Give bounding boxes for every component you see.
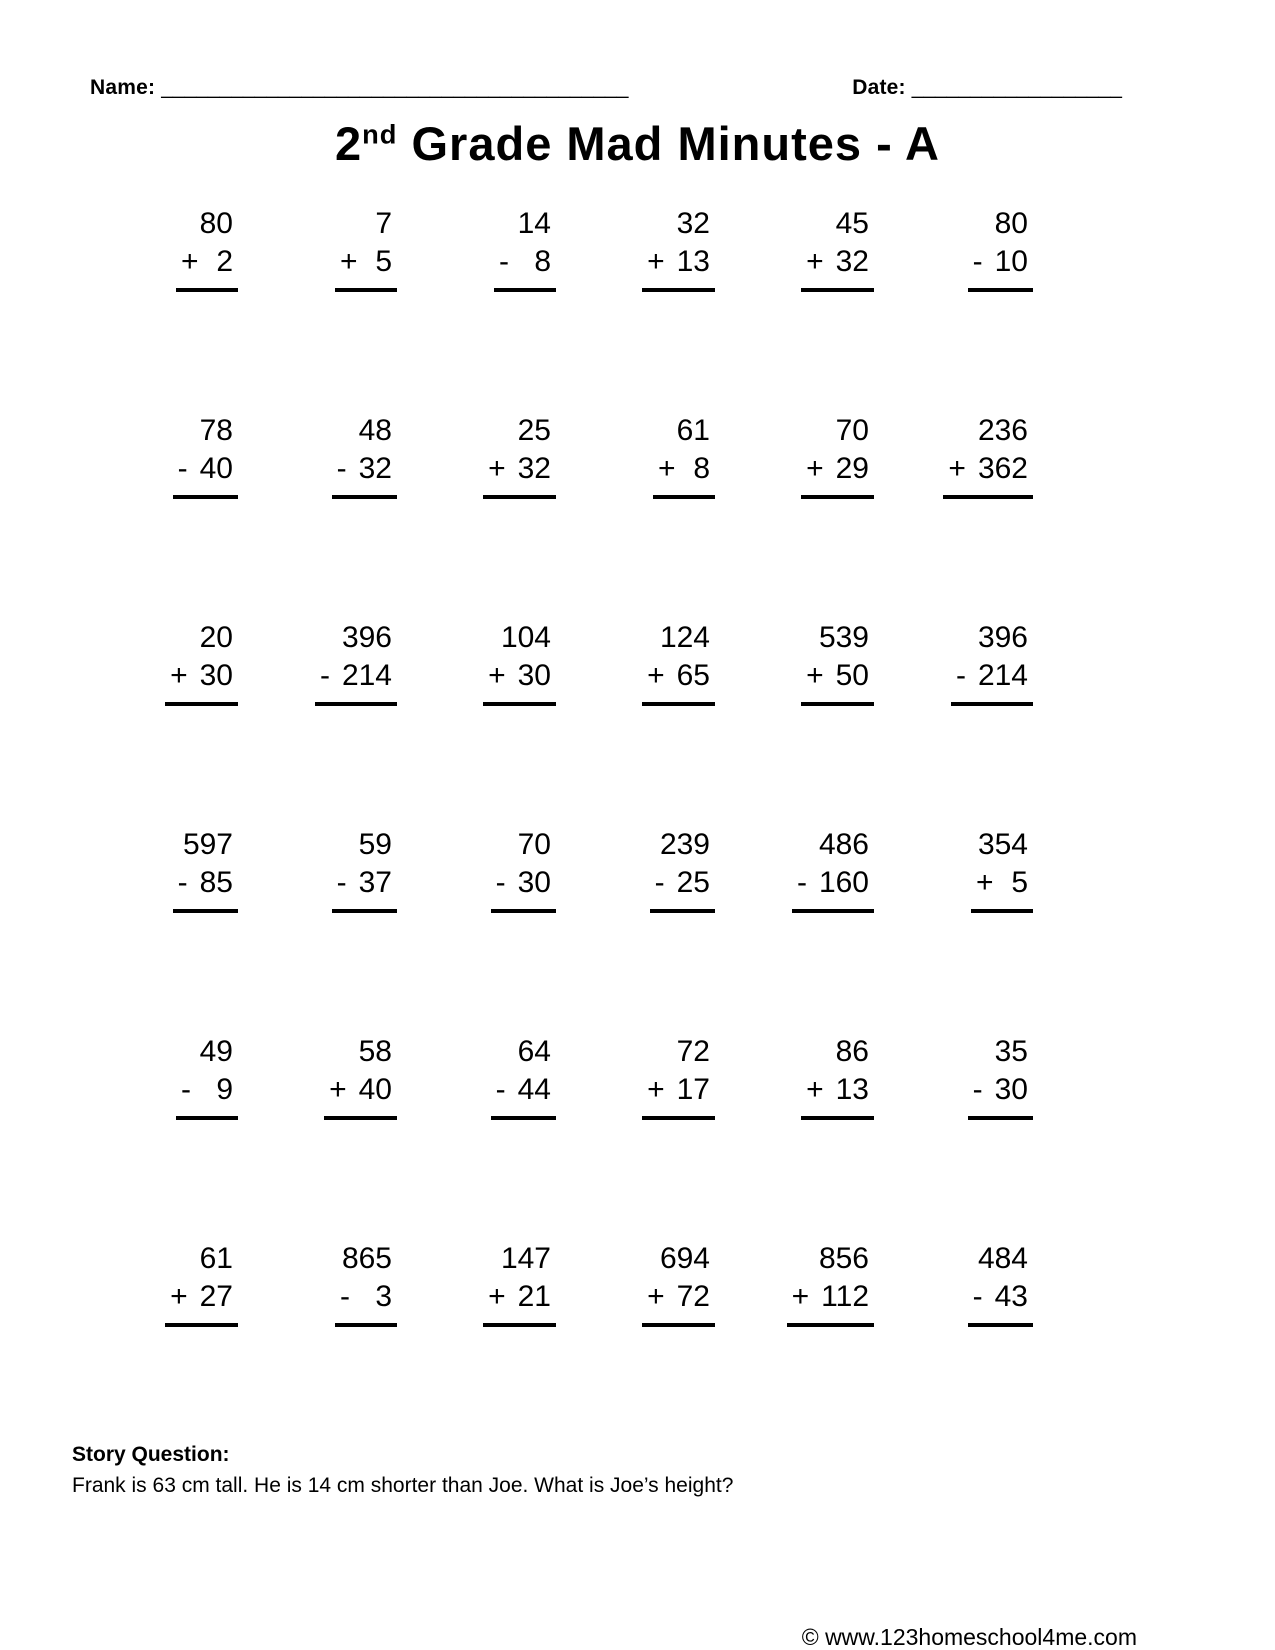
bottom-row bbox=[173, 864, 238, 913]
top-operand: 239 bbox=[659, 828, 710, 861]
header-row bbox=[90, 76, 1122, 100]
operator: - bbox=[336, 452, 347, 485]
operator: - bbox=[955, 659, 966, 692]
bottom-operand: 32 bbox=[835, 245, 869, 278]
operator: - bbox=[336, 866, 347, 899]
math-problem bbox=[795, 826, 871, 913]
math-problem bbox=[946, 412, 1030, 499]
bottom-row bbox=[173, 450, 238, 499]
bottom-row bbox=[801, 243, 874, 292]
bottom-row bbox=[642, 243, 715, 292]
top-operand: 78 bbox=[199, 414, 233, 447]
bottom-row bbox=[971, 864, 1033, 913]
story-question bbox=[72, 1439, 1275, 1501]
operator: - bbox=[177, 452, 188, 485]
operator: - bbox=[654, 866, 665, 899]
bottom-row bbox=[483, 450, 556, 499]
operator: + bbox=[658, 452, 676, 485]
operator: - bbox=[319, 659, 330, 692]
bottom-row bbox=[801, 1071, 874, 1120]
bottom-row bbox=[165, 657, 238, 706]
math-problem bbox=[645, 619, 712, 706]
top-operand: 32 bbox=[676, 207, 710, 240]
operator: + bbox=[647, 1073, 665, 1106]
bottom-row bbox=[642, 657, 715, 706]
story-question-label: Story Question: bbox=[72, 1443, 230, 1466]
top-operand: 61 bbox=[199, 1242, 233, 1275]
top-operand: 58 bbox=[358, 1035, 392, 1068]
bottom-row bbox=[951, 657, 1033, 706]
top-operand: 70 bbox=[835, 414, 869, 447]
bottom-operand: 214 bbox=[977, 659, 1028, 692]
bottom-operand: 32 bbox=[517, 452, 551, 485]
name-field bbox=[90, 76, 628, 100]
top-operand: 80 bbox=[994, 207, 1028, 240]
math-problem bbox=[653, 826, 712, 913]
top-operand: 147 bbox=[500, 1242, 551, 1275]
top-operand: 7 bbox=[375, 207, 392, 240]
math-problem bbox=[335, 826, 394, 913]
math-problem bbox=[486, 619, 553, 706]
bottom-operand: 8 bbox=[534, 245, 551, 278]
top-operand: 49 bbox=[199, 1035, 233, 1068]
bottom-operand: 29 bbox=[835, 452, 869, 485]
math-problem bbox=[804, 619, 871, 706]
bottom-row bbox=[968, 243, 1033, 292]
date-blank-line: __________________ bbox=[911, 76, 1122, 99]
operator: + bbox=[806, 1073, 824, 1106]
top-operand: 25 bbox=[517, 414, 551, 447]
operator: + bbox=[340, 245, 358, 278]
math-problem bbox=[179, 205, 235, 292]
math-problem bbox=[494, 826, 553, 913]
math-problem bbox=[656, 412, 712, 499]
bottom-operand: 9 bbox=[216, 1073, 233, 1106]
bottom-operand: 21 bbox=[517, 1280, 551, 1313]
top-operand: 80 bbox=[199, 207, 233, 240]
top-operand: 61 bbox=[676, 414, 710, 447]
operator: + bbox=[791, 1280, 810, 1313]
bottom-row bbox=[491, 864, 556, 913]
operator: - bbox=[499, 245, 509, 278]
bottom-operand: 13 bbox=[835, 1073, 869, 1106]
math-problem bbox=[494, 1033, 553, 1120]
bottom-row bbox=[335, 1278, 397, 1327]
math-problem bbox=[486, 412, 553, 499]
bottom-operand: 85 bbox=[199, 866, 233, 899]
top-operand: 48 bbox=[358, 414, 392, 447]
bottom-operand: 30 bbox=[517, 659, 551, 692]
math-problem bbox=[176, 412, 235, 499]
math-problem bbox=[338, 205, 394, 292]
bottom-operand: 160 bbox=[818, 866, 869, 899]
top-operand: 486 bbox=[818, 828, 869, 861]
operator: + bbox=[806, 452, 824, 485]
bottom-operand: 65 bbox=[676, 659, 710, 692]
bottom-row bbox=[943, 450, 1033, 499]
bottom-row bbox=[324, 1071, 397, 1120]
math-problem bbox=[974, 826, 1030, 913]
top-operand: 539 bbox=[818, 621, 869, 654]
operator: + bbox=[488, 452, 506, 485]
bottom-row bbox=[787, 1278, 874, 1327]
math-problem bbox=[179, 1033, 235, 1120]
math-problem bbox=[645, 1240, 712, 1327]
top-operand: 86 bbox=[835, 1035, 869, 1068]
bottom-operand: 5 bbox=[1011, 866, 1028, 899]
top-operand: 856 bbox=[818, 1242, 869, 1275]
math-problem bbox=[168, 619, 235, 706]
top-operand: 104 bbox=[500, 621, 551, 654]
bottom-operand: 13 bbox=[676, 245, 710, 278]
math-problem bbox=[954, 619, 1030, 706]
operator: - bbox=[177, 866, 188, 899]
bottom-row bbox=[165, 1278, 238, 1327]
bottom-operand: 362 bbox=[977, 452, 1028, 485]
bottom-row bbox=[792, 864, 874, 913]
math-problem bbox=[176, 826, 235, 913]
operator: + bbox=[647, 1280, 665, 1313]
bottom-row bbox=[650, 864, 715, 913]
bottom-operand: 25 bbox=[676, 866, 710, 899]
operator: - bbox=[340, 1280, 350, 1313]
math-problem bbox=[971, 1240, 1030, 1327]
bottom-row bbox=[176, 1071, 238, 1120]
math-problem bbox=[804, 1033, 871, 1120]
math-problem bbox=[168, 1240, 235, 1327]
bottom-operand: 50 bbox=[835, 659, 869, 692]
math-problem bbox=[804, 412, 871, 499]
operator: + bbox=[329, 1073, 347, 1106]
operator: - bbox=[972, 245, 983, 278]
bottom-row bbox=[653, 450, 715, 499]
math-problem bbox=[645, 205, 712, 292]
operator: + bbox=[488, 1280, 506, 1313]
bottom-row bbox=[483, 1278, 556, 1327]
bottom-operand: 5 bbox=[375, 245, 392, 278]
bottom-row bbox=[968, 1278, 1033, 1327]
bottom-row bbox=[801, 657, 874, 706]
bottom-row bbox=[494, 243, 556, 292]
bottom-operand: 8 bbox=[693, 452, 710, 485]
title-rest: Grade Mad Minutes - A bbox=[397, 117, 940, 170]
bottom-operand: 30 bbox=[199, 659, 233, 692]
operator: + bbox=[488, 659, 506, 692]
top-operand: 35 bbox=[994, 1035, 1028, 1068]
math-problem bbox=[318, 619, 394, 706]
top-operand: 694 bbox=[659, 1242, 710, 1275]
math-problem bbox=[486, 1240, 553, 1327]
bottom-operand: 30 bbox=[994, 1073, 1028, 1106]
math-problem bbox=[335, 412, 394, 499]
bottom-row bbox=[176, 243, 238, 292]
bottom-row bbox=[332, 450, 397, 499]
top-operand: 124 bbox=[659, 621, 710, 654]
bottom-operand: 43 bbox=[994, 1280, 1028, 1313]
date-field bbox=[852, 76, 1122, 100]
bottom-row bbox=[491, 1071, 556, 1120]
name-label: Name: bbox=[90, 76, 156, 99]
top-operand: 354 bbox=[977, 828, 1028, 861]
top-operand: 597 bbox=[182, 828, 233, 861]
bottom-operand: 72 bbox=[676, 1280, 710, 1313]
math-problem bbox=[327, 1033, 394, 1120]
bottom-operand: 32 bbox=[358, 452, 392, 485]
bottom-operand: 10 bbox=[994, 245, 1028, 278]
operator: + bbox=[647, 659, 665, 692]
operator: - bbox=[972, 1073, 983, 1106]
page-title bbox=[0, 116, 1275, 171]
top-operand: 64 bbox=[517, 1035, 551, 1068]
top-operand: 45 bbox=[835, 207, 869, 240]
worksheet-page bbox=[0, 76, 1275, 1650]
operator: + bbox=[170, 659, 188, 692]
top-operand: 14 bbox=[517, 207, 551, 240]
bottom-row bbox=[642, 1278, 715, 1327]
bottom-row bbox=[335, 243, 397, 292]
bottom-row bbox=[315, 657, 397, 706]
title-number: 2 bbox=[335, 117, 363, 170]
top-operand: 396 bbox=[977, 621, 1028, 654]
math-problem bbox=[804, 205, 871, 292]
top-operand: 20 bbox=[199, 621, 233, 654]
bottom-row bbox=[483, 657, 556, 706]
operator: + bbox=[948, 452, 966, 485]
bottom-operand: 30 bbox=[517, 866, 551, 899]
operator: + bbox=[170, 1280, 188, 1313]
title-ordinal-suffix: nd bbox=[362, 118, 398, 150]
operator: - bbox=[796, 866, 807, 899]
math-problem bbox=[971, 205, 1030, 292]
operator: - bbox=[495, 866, 506, 899]
bottom-row bbox=[332, 864, 397, 913]
top-operand: 484 bbox=[977, 1242, 1028, 1275]
top-operand: 865 bbox=[341, 1242, 392, 1275]
math-problem bbox=[338, 1240, 394, 1327]
name-blank-line: ________________________________________ bbox=[161, 76, 629, 99]
bottom-operand: 27 bbox=[199, 1280, 233, 1313]
top-operand: 236 bbox=[977, 414, 1028, 447]
date-label: Date: bbox=[852, 76, 906, 99]
bottom-operand: 17 bbox=[676, 1073, 710, 1106]
operator: + bbox=[806, 659, 824, 692]
bottom-operand: 2 bbox=[216, 245, 233, 278]
operator: + bbox=[806, 245, 824, 278]
math-problem bbox=[645, 1033, 712, 1120]
math-problem bbox=[971, 1033, 1030, 1120]
operator: + bbox=[976, 866, 994, 899]
bottom-operand: 40 bbox=[199, 452, 233, 485]
operator: + bbox=[647, 245, 665, 278]
bottom-row bbox=[801, 450, 874, 499]
bottom-row bbox=[968, 1071, 1033, 1120]
operator: - bbox=[972, 1280, 983, 1313]
bottom-operand: 112 bbox=[821, 1280, 869, 1313]
problems-grid bbox=[76, 205, 1030, 1327]
math-problem bbox=[790, 1240, 871, 1327]
top-operand: 70 bbox=[517, 828, 551, 861]
footer-copyright: © www.123homeschool4me.com bbox=[801, 1624, 1137, 1650]
math-problem bbox=[497, 205, 553, 292]
story-question-text: Frank is 63 cm tall. He is 14 cm shorter than Joe. What is Joe’s height? bbox=[72, 1474, 734, 1497]
top-operand: 72 bbox=[676, 1035, 710, 1068]
bottom-operand: 44 bbox=[517, 1073, 551, 1106]
bottom-row bbox=[642, 1071, 715, 1120]
operator: - bbox=[495, 1073, 506, 1106]
bottom-operand: 214 bbox=[341, 659, 392, 692]
bottom-operand: 3 bbox=[375, 1280, 392, 1313]
bottom-operand: 40 bbox=[358, 1073, 392, 1106]
operator: - bbox=[181, 1073, 191, 1106]
operator: + bbox=[181, 245, 199, 278]
top-operand: 59 bbox=[358, 828, 392, 861]
top-operand: 396 bbox=[341, 621, 392, 654]
bottom-operand: 37 bbox=[358, 866, 392, 899]
